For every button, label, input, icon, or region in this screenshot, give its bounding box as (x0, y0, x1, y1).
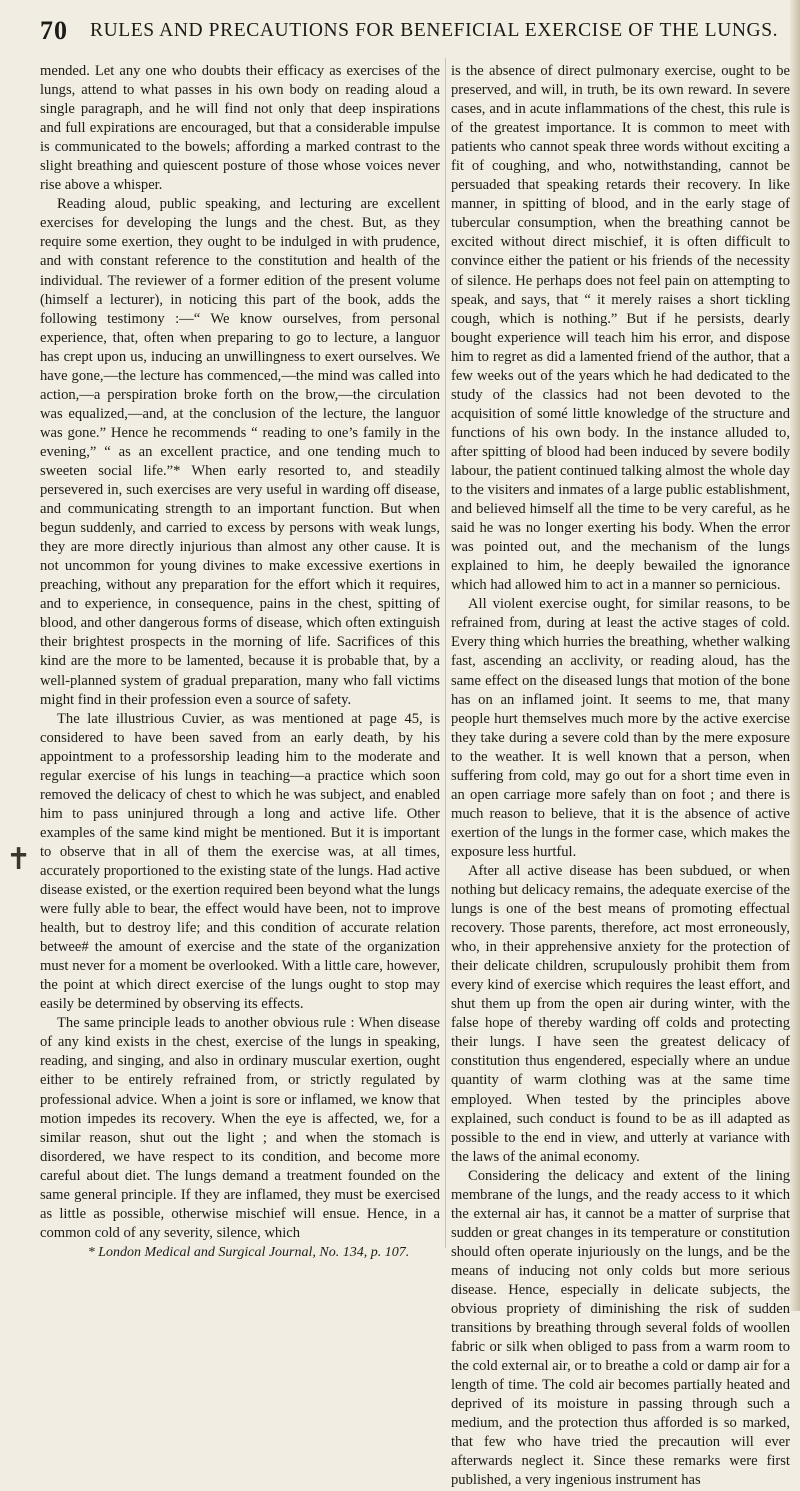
page-number: 70 (40, 16, 68, 45)
paragraph: After all active disease has been subdued, or when nothing but delicacy remains, the adequate exercise of the lungs is one of the best means of promoting effectual recovery. Those parents, therefore, act most erroneously, who, in their apprehensive anxiety for the protection of their delicate children, scrupulously prohibit them from every kind of exercise which requires the least effort, and shut them up from the open air during winter, with the false hope of thereby warding off colds and protecting their lungs. I have seen the greatest delicacy of constitution thus engendered, especially where an undue quantity of warm clothing was at the same time employed. When tested by the principles above explained, such conduct is found to be as ill adapted as possible to the end in view, and utterly at variance with the laws of the animal economy. (451, 862, 790, 1165)
paragraph: Considering the delicacy and extent of the lining membrane of the lungs, and the ready access to it which the external air has, it cannot be a matter of surprise that sudden or great changes in its temperature or constitution should often operate injuriously on the lungs, and be the means of inducing not only colds but more serious disease. Hence, especially in delicate subjects, the obvious propriety of diminishing the risk of sudden transitions by breathing through several folds of woollen fabric or silk when obliged to pass from a warm room to the cold external air, or to breathe a cold or damp air for a length of time. The cold air becomes partially heated and deprived of its moisture in passing through such a medium, and the protection thus afforded is so marked, that few who have tried the precaution will ever afterwards neglect it. Since these remarks were first published, a very ingenious instrument has (451, 1167, 790, 1489)
page-header (40, 16, 790, 50)
paragraph: mended. Let any one who doubts their efficacy as exercises of the lungs, attend to what passes in his own body on reading aloud a single paragraph, and he will find not only that deep inspirations and full expirations are encouraged, but that a considerable impulse is communicated to the bowels; affording a marked contrast to the slight breathing and quiescent posture of those whose voices never rise above a whisper. (40, 63, 440, 194)
paragraph: is the absence of direct pulmonary exercise, ought to be preserved, and will, in truth, be its own reward. In severe cases, and in acute inflammations of the chest, this rule is of the greatest importance. It is common to meet with patients who cannot speak three words without exciting a fit of coughing, and who, notwithstanding, cannot be persuaded that speaking retards their recovery. In like manner, in spitting of blood, and in the early stage of tubercular consumption, when the breathing cannot be excited without direct mischief, it is often difficult to convince either the patient or his friends of the necessity of silence. He perhaps does not feel pain on attempting to speak, and says, that “ it merely raises a short tickling cough, which is nothing.” But if he persists, dearly bought experience will teach him his error, and dispose him to regret as did a lamented friend of the author, that a few weeks out of the years which he had dedicated to the study of the classics had not been devoted to the acquisition of somé little knowledge of the structure and functions of his own body. In the instance alluded to, after spitting of blood had been induced by severe bodily labour, the patient continued talking almost the whole day to the visiters and inmates of a large public establishment, and believed himself all the time to be very careful, as he said he was no longer exerting his body. When the error was pointed out, and the mechanism of the lungs explained to him, he deeply bewailed the ignorance which had allowed him to act in a manner so pernicious. (451, 63, 790, 594)
paragraph: Reading aloud, public speaking, and lecturing are excellent exercises for developing the lungs and the chest. But, as they require some exertion, they ought to be indulged in with prudence, and with constant reference to the constitution and health of the individual. The reviewer of a former edition of the present volume (himself a lecturer), in noticing this part of the book, adds the following testimony :—“ We know ourselves, from personal experience, that, often when preparing to go to lecture, a languor has crept upon us, inducing an unwillingness to exert ourselves. We have gone,—the lecture has commenced,—the mind was called into action,—a perspiration broke forth on the brow,—the circulation was equalized,—and, at the conclusion of the lecture, the languor was gone.” Hence he recommends “ reading to one’s family in the evening,” “ as an excellent practice, and one tending much to sweeten social life.”* When early resorted to, and steadily persevered in, such exercises are very useful in warding off disease, and communicating strength to an important function. But when begun suddenly, and carried to excess by persons with weak lungs, they are more directly injurious than almost any other cause. It is not uncommon for young divines to make excessive exertions in preaching, without any preparation for the effort which it requires, and to experience, in consequence, pains in the chest, spitting of blood, and other dangerous forms of disease, which often extinguish their brightest prospects in the morning of life. Sacrifices of this kind are the more to be lamented, because it is probable that, by a well-planned system of gradual preparation, many who fall victims might find in their profession even a source of safety. (40, 196, 440, 708)
running-head: RULES AND PRECAUTIONS FOR BENEFICIAL EXERCISE OF THE LUNGS. (90, 20, 779, 41)
left-column (40, 62, 440, 1262)
paragraph: The late illustrious Cuvier, as was mentioned at page 45, is considered to have been saved from an early death, by his appointment to a professorship leading him to the moderate and regular exercise of his lungs in teaching—a practice which soon removed the delicacy of chest to which he was subject, and enabled him to pass uninjured through a long and active life. Other examples of the same kind might be mentioned. But it is important to observe that in all of them the exercise was, at all times, accurately proportioned to the existing state of the lungs. Had active disease existed, or the exertion required been beyond what the lungs were fully able to bear, the effect would have been, not to improve health, but to destroy life; and this condition of accurate relation betwee# the amount of exercise and the state of the organization must never for a moment be overlooked. With a little care, however, the point at which direct exercise of the lungs ought to stop may easily be determined by observing its effects. (40, 710, 440, 1013)
margin-cross-mark-icon: ✝ (6, 843, 32, 876)
paragraph: The same principle leads to another obvious rule : When disease of any kind exists in the chest, exercise of the lungs in speaking, reading, and singing, and also in ordinary muscular exertion, ought either to be entirely refrained from, or strictly regulated by professional advice. When a joint is sore or inflamed, we know that motion impedes its recovery. When the eye is affected, we, for a similar reason, shut out the light ; and when the stomach is disordered, we have respect to its condition, and become more careful about diet. The lungs demand a treatment founded on the same general principle. If they are inflamed, they must be exercised as little as possible, otherwise mischief will ensue. Hence, in a common cold of any severity, silence, which (40, 1015, 440, 1241)
column-divider (445, 58, 446, 1248)
right-column (451, 62, 790, 1491)
footnote: * London Medical and Surgical Journal, No. 134, p. 107. (87, 1244, 410, 1260)
paragraph: All violent exercise ought, for similar reasons, to be refrained from, during at least the active stages of cold. Every thing which hurries the breathing, whether walking fast, ascending an acclivity, or reading aloud, has the same effect on the diseased lungs that motion of the bone has on an inflamed joint. It seems to me, that many people hurt themselves much more by the active exercise they take during a severe cold than by the mere exposure to the weather. It is well known that a person, when suffering from cold, may go out for a short time even in an open carriage more safely than on foot ; and there is much reason to believe, that it is the absence of active exertion of the lungs in the former case, which makes the exposure less hurtful. (451, 596, 790, 860)
page-edge (790, 0, 800, 1311)
